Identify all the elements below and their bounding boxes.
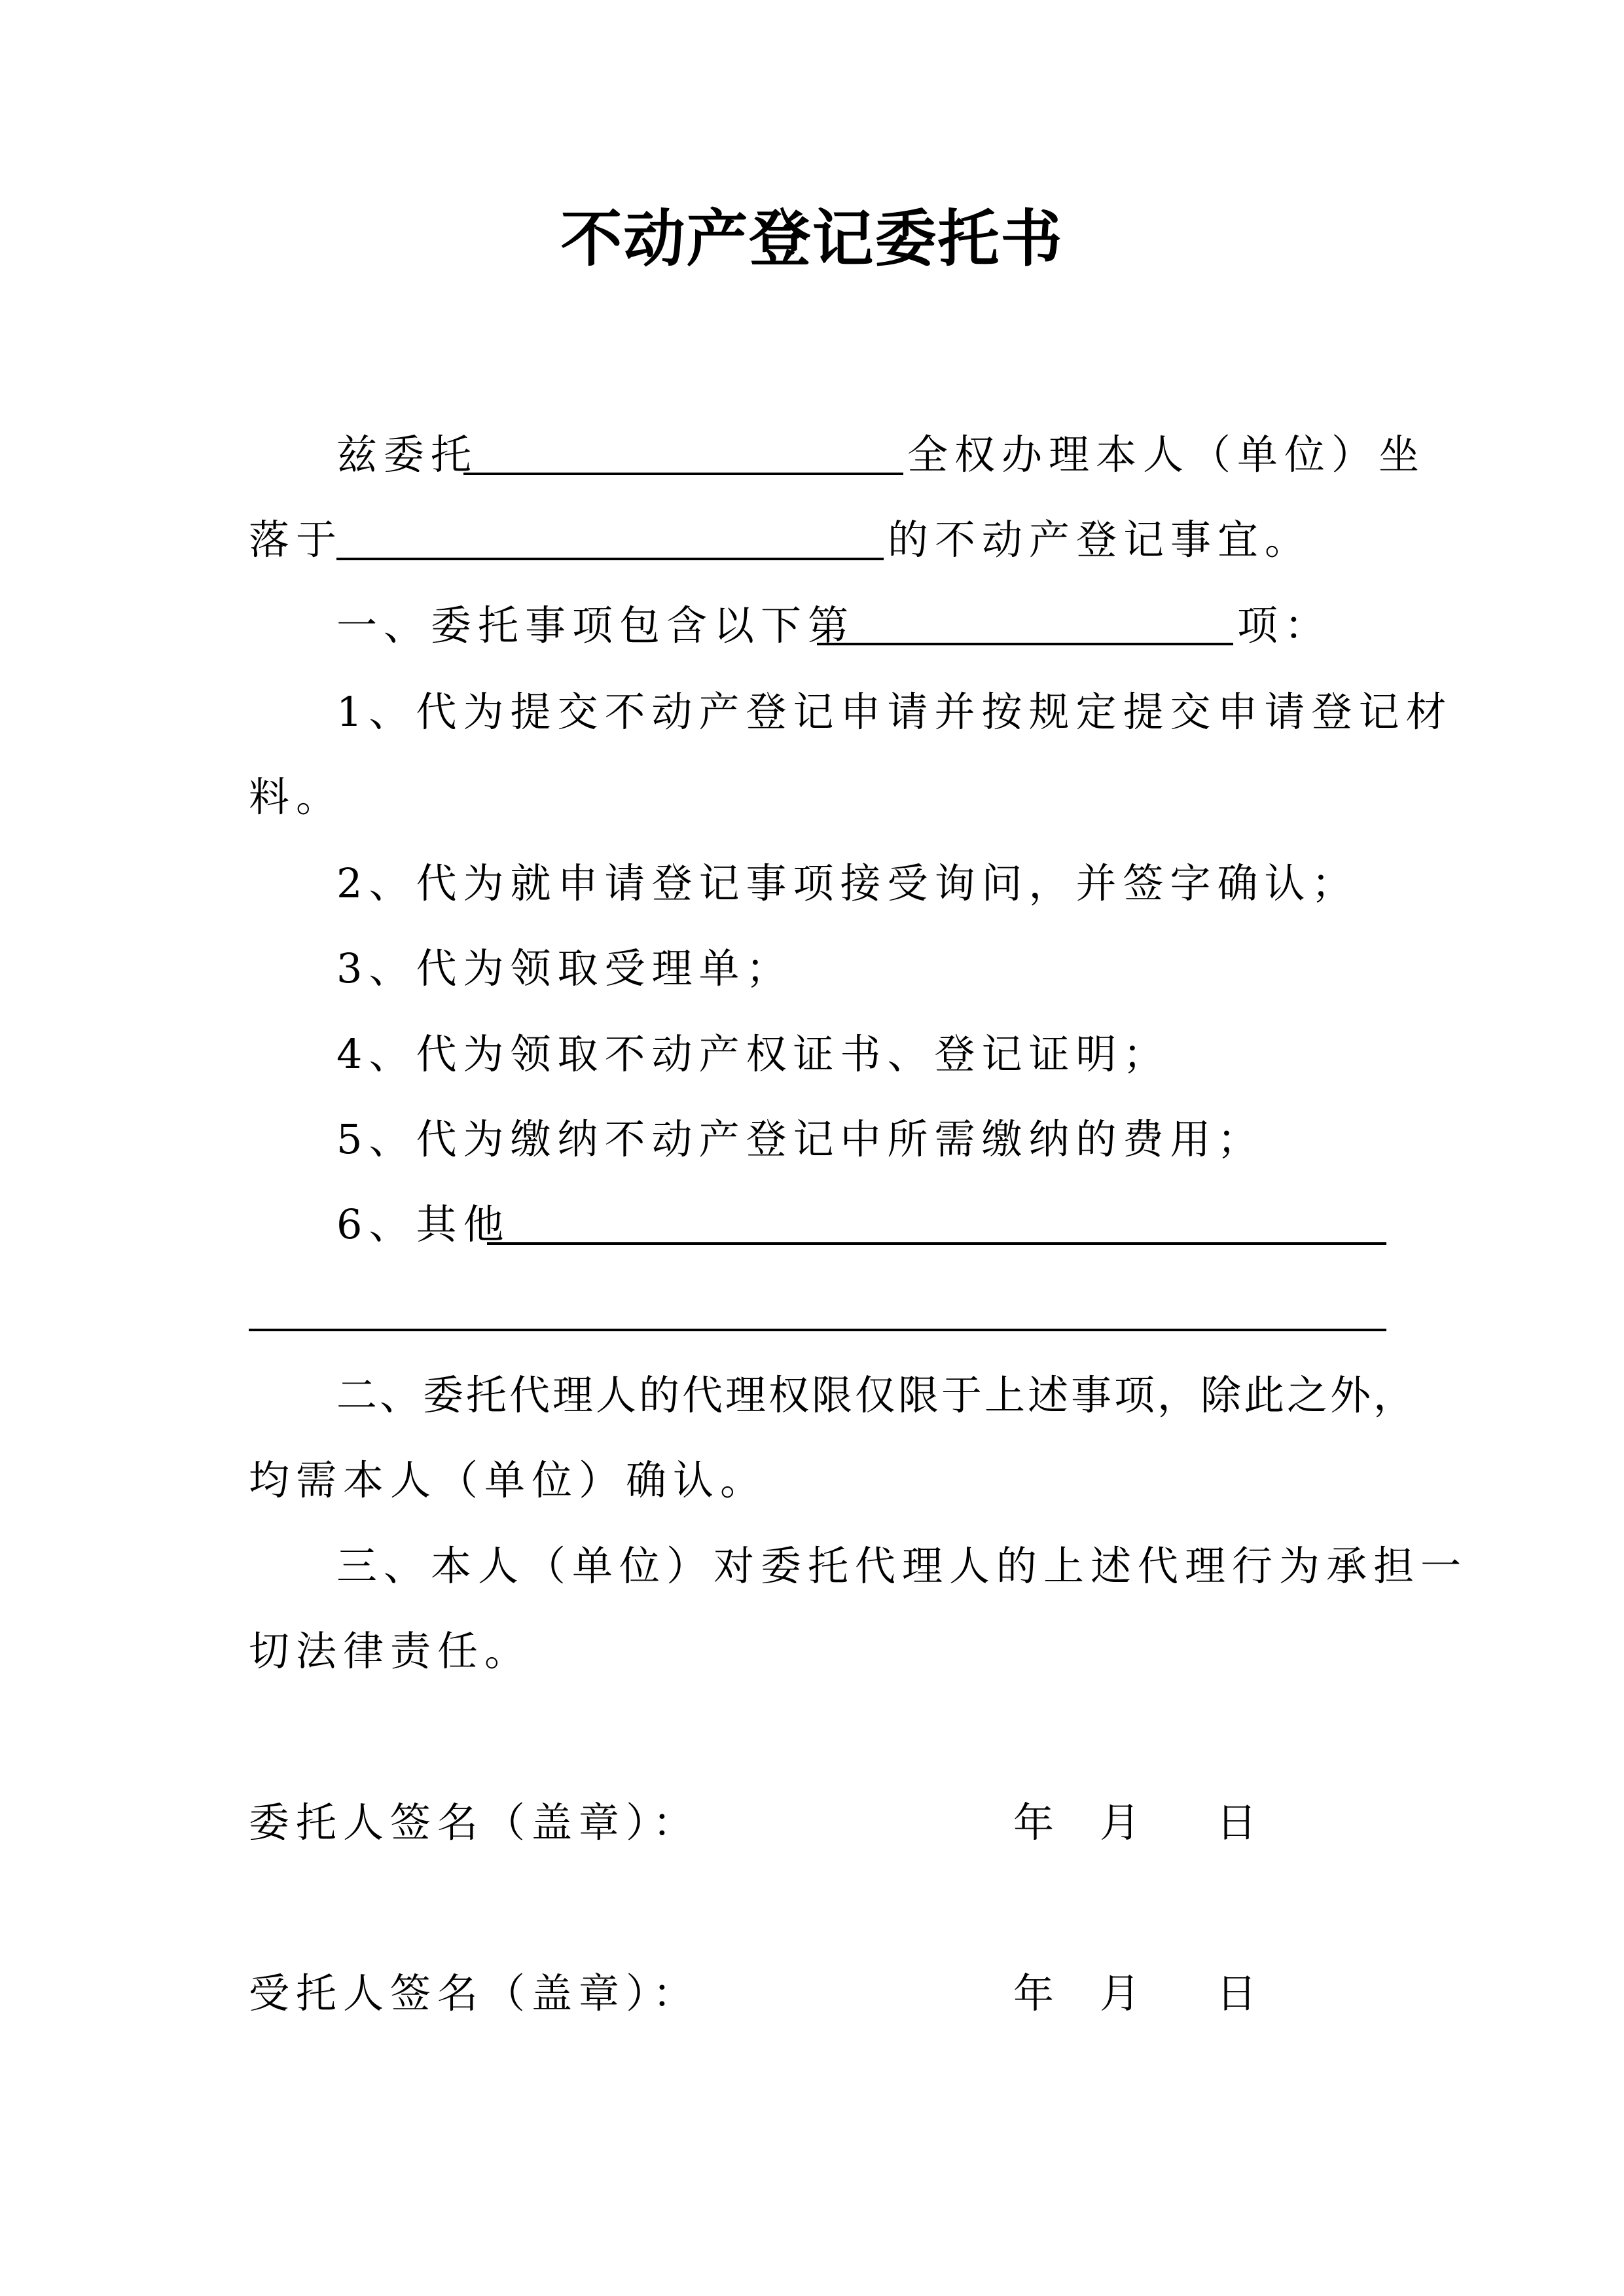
document-title: 不动产登记委托书 — [560, 204, 1064, 275]
agent-date-month: 月 — [1100, 1969, 1141, 2017]
other-items-blank-line-2[interactable] — [249, 1329, 1386, 1331]
items-heading-suffix: 项： — [1237, 601, 1332, 649]
principal-date-year: 年 — [1013, 1799, 1055, 1846]
principal-date-month: 月 — [1100, 1799, 1141, 1846]
item-2: 2、代为就申请登记事项接受询问，并签字确认； — [336, 859, 1359, 907]
clause-2-line-1: 二、委托代理人的代理权限仅限于上述事项，除此之外， — [336, 1371, 1417, 1419]
property-location-blank[interactable] — [336, 558, 884, 560]
item-5: 5、代为缴纳不动产登记中所需缴纳的费用； — [336, 1115, 1265, 1163]
clause-2-line-2: 均需本人（单位）确认。 — [249, 1456, 768, 1504]
agent-signature-label: 受托人签名（盖章）： — [249, 1969, 700, 2017]
location-suffix: 的不动产登记事宜。 — [888, 516, 1312, 564]
items-heading-prefix: 一、委托事项包含以下第 — [336, 601, 856, 649]
agent-date-year: 年 — [1013, 1969, 1055, 2017]
clause-3-line-2: 切法律责任。 — [249, 1627, 532, 1675]
item-1-line-1: 1、代为提交不动产登记申请并按规定提交申请登记材 — [336, 688, 1453, 736]
intro-prefix: 兹委托 — [336, 431, 478, 478]
item-4: 4、代为领取不动产权证书、登记证明； — [336, 1030, 1170, 1078]
agent-date-day: 日 — [1216, 1969, 1257, 2017]
location-prefix: 落于 — [249, 516, 344, 564]
item-6: 6、其他 — [336, 1200, 511, 1248]
principal-signature-label: 委托人签名（盖章）： — [249, 1799, 700, 1846]
intro-after-agent: 全权办理本人（单位）坐 — [907, 431, 1426, 478]
other-items-blank-line-1[interactable] — [487, 1242, 1386, 1245]
agent-name-blank[interactable] — [463, 473, 903, 475]
item-1-line-2: 料。 — [249, 773, 344, 821]
principal-date-day: 日 — [1216, 1799, 1257, 1846]
clause-3-line-1: 三、本人（单位）对委托代理人的上述代理行为承担一 — [336, 1542, 1468, 1590]
items-selection-blank[interactable] — [817, 643, 1233, 645]
item-3: 3、代为领取受理单； — [336, 944, 793, 992]
